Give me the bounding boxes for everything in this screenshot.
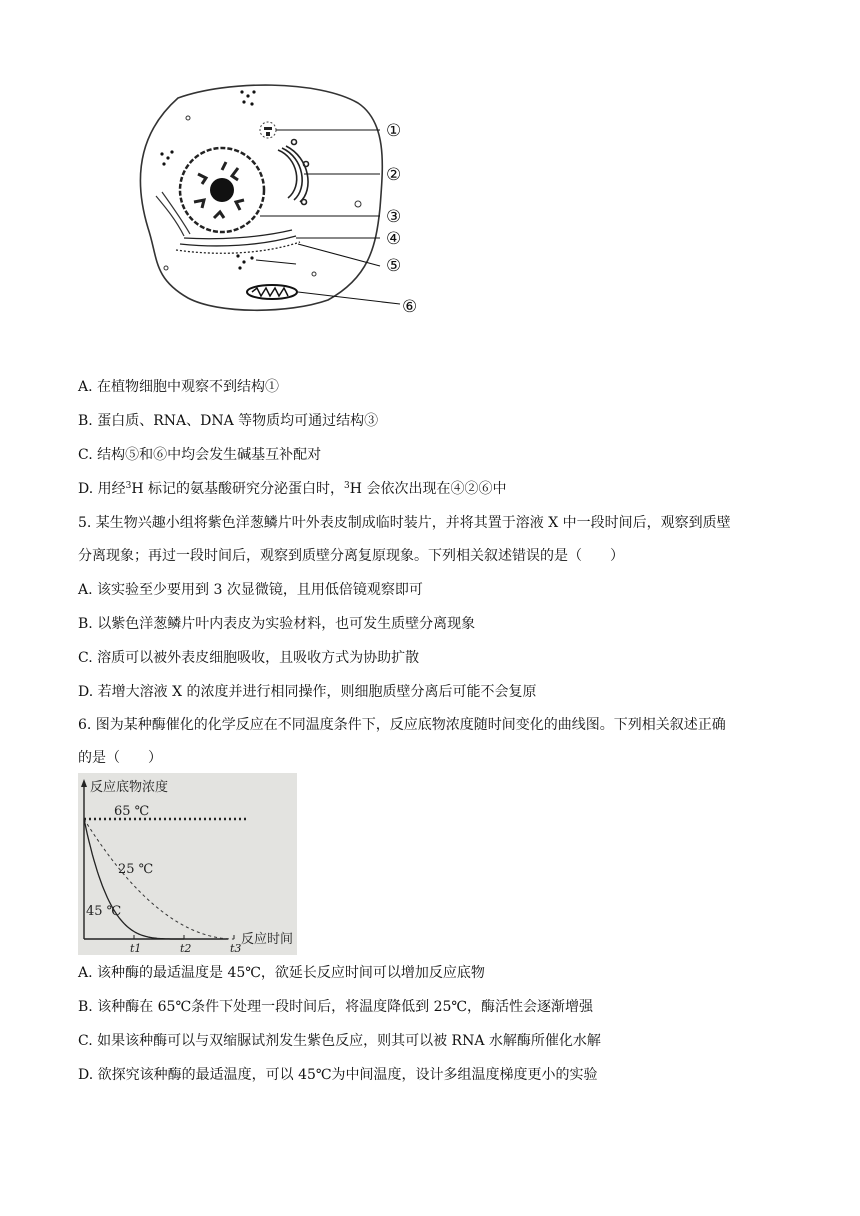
- label-5: ⑤: [386, 256, 402, 276]
- q4-option-b: B. 蛋白质、RNA、DNA 等物质均可通过结构③: [78, 413, 379, 429]
- q6-stem-line2: 的是（ ）: [78, 750, 162, 766]
- x-tick-label-1: t1: [130, 942, 142, 955]
- label-4: ④: [386, 229, 402, 249]
- y-axis-arrow: [81, 779, 87, 787]
- centriole: [260, 122, 276, 138]
- q6-option-c: C. 如果该种酶可以与双缩脲试剂发生紫色反应，则其可以被 RNA 水解酶所催化水解: [78, 1033, 601, 1049]
- q4-option-a: A. 在植物细胞中观察不到结构①: [78, 379, 280, 395]
- series-45c-line: [84, 819, 184, 939]
- label-25c: 25 ℃: [118, 862, 154, 877]
- label-45c: 45 ℃: [86, 904, 122, 919]
- q5-option-d: D. 若增大溶液 X 的浓度并进行相同操作，则细胞质壁分离后可能不会复原: [78, 684, 537, 700]
- superscript-3a: 3: [125, 481, 132, 491]
- q4-option-d-start: D. 用经: [78, 481, 126, 497]
- q4-option-d: [78, 479, 506, 499]
- q6-option-a: A. 该种酶的最适温度是 45℃，欲延长反应时间可以增加反应底物: [78, 965, 485, 981]
- q4-option-d-mid: H 标记的氨基酸研究分泌蛋白时，: [131, 481, 345, 497]
- golgi-apparatus: [278, 140, 309, 205]
- label-1: ①: [386, 121, 402, 141]
- q5-option-c: C. 溶质可以被外表皮细胞吸收，且吸收方式为协助扩散: [78, 650, 420, 666]
- q5-option-a: A. 该实验至少要用到 3 次显微镜，且用低倍镜观察即可: [78, 582, 423, 598]
- nucleus: [180, 148, 264, 232]
- q5-option-b: B. 以紫色洋葱鳞片叶内表皮为实验材料，也可发生质壁分离现象: [78, 616, 476, 632]
- superscript-3b: 3: [344, 481, 350, 491]
- label-2: ②: [386, 165, 402, 185]
- rough-endoplasmic-reticulum: [176, 230, 300, 253]
- chart-svg: [78, 773, 297, 955]
- mitochondrion: [247, 285, 297, 299]
- x-axis-label: 反应时间: [241, 932, 294, 947]
- q6-option-d: D. 欲探究该种酶的最适温度，可以 45℃为中间温度，设计多组温度梯度更小的实验: [78, 1067, 598, 1083]
- q5-stem-line2: 分离现象；再过一段时间后，观察到质壁分离复原现象。下列相关叙述错误的是（ ）: [78, 548, 624, 564]
- label-3: ③: [386, 207, 402, 227]
- x-tick-label-2: t2: [180, 942, 192, 955]
- enzyme-reaction-chart: [78, 773, 297, 955]
- y-axis-label: 反应底物浓度: [90, 780, 169, 795]
- q5-stem-line1: 5. 某生物兴趣小组将紫色洋葱鳞片叶外表皮制成临时装片，并将其置于溶液 X 中一段时间后，观察到质壁: [78, 515, 731, 531]
- label-65c: 65 ℃: [114, 804, 150, 819]
- cell-structure-figure: [118, 78, 428, 318]
- x-tick-label-3: t3: [230, 942, 242, 955]
- q6-option-b: B. 该种酶在 65℃条件下处理一段时间后，将温度降低到 25℃，酶活性会逐渐增强: [78, 999, 594, 1015]
- series-25c-line: [84, 819, 234, 939]
- q4-option-c: C. 结构⑤和⑥中均会发生碱基互补配对: [78, 447, 322, 463]
- label-6: ⑥: [402, 297, 418, 317]
- x-ticks: [130, 935, 241, 955]
- q6-stem-line1: 6. 图为某种酶催化的化学反应在不同温度条件下，反应底物浓度随时间变化的曲线图。下列相关叙述正确: [78, 717, 726, 733]
- q4-option-d-end: H 会依次出现在④②⑥中: [349, 481, 507, 497]
